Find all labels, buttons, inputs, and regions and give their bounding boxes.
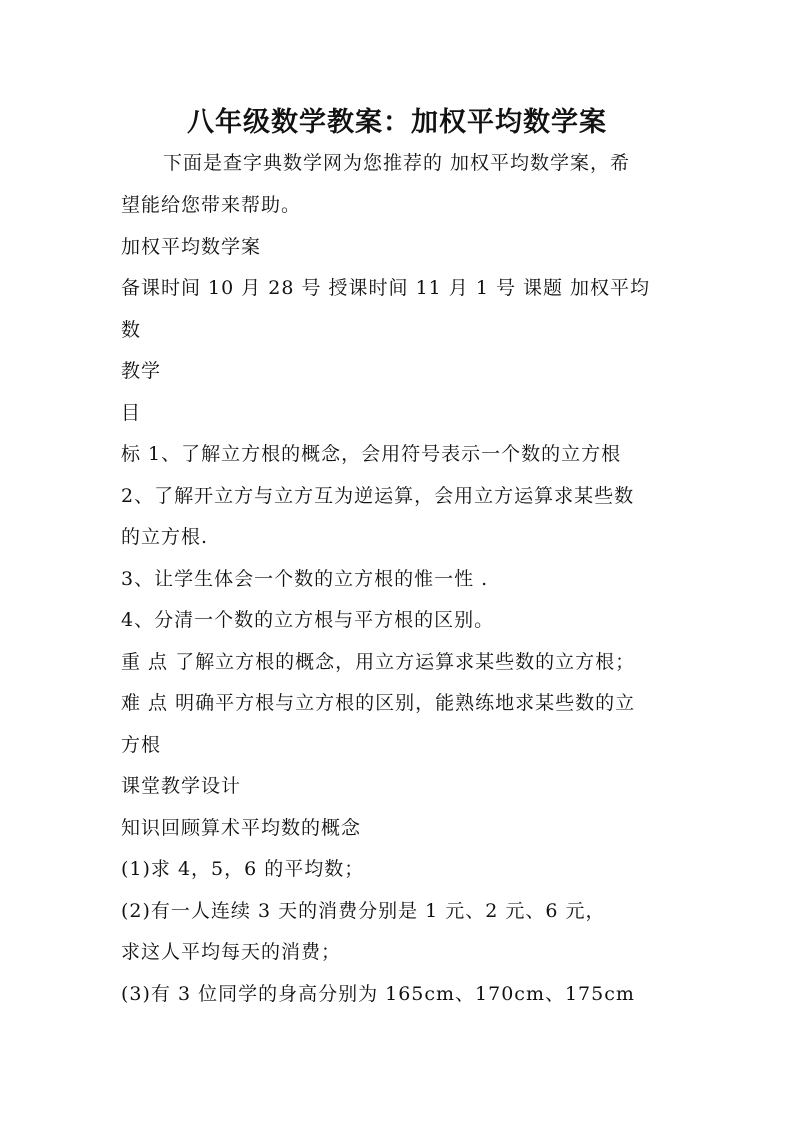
question-line: 求这人平均每天的消费； [121, 941, 342, 963]
paragraph-line: 下面是查字典数学网为您推荐的 加权平均数学案，希 [163, 152, 631, 174]
paragraph-line: 4、分清一个数的立方根与平方根的区别。 [121, 609, 495, 631]
paragraph-line: 望能给您带来帮助。 [121, 194, 302, 216]
paragraph-line: 方根 [121, 734, 162, 756]
paragraph-line: 教学 [121, 360, 162, 382]
paragraph-line: 加权平均数学案 [121, 236, 262, 258]
question-line: (1)求 4，5，6 的平均数； [121, 858, 365, 880]
section-heading: 课堂教学设计 [121, 775, 242, 797]
paragraph-line: 知识回顾算术平均数的概念 [121, 817, 362, 839]
paragraph-line: 的立方根. [121, 526, 209, 548]
paragraph-line: 重 点 了解立方根的概念，用立方运算求某些数的立方根； [121, 651, 636, 673]
paragraph-line: 目 [121, 402, 142, 424]
paragraph-line: 标 1、了解立方根的概念，会用符号表示一个数的立方根 [121, 443, 622, 465]
paragraph-line: 难 点 明确平方根与立方根的区别，能熟练地求某些数的立 [121, 692, 636, 714]
paragraph-line: 数 [121, 319, 142, 341]
paragraph-line: 2、了解开立方与立方互为逆运算，会用立方运算求某些数 [121, 485, 635, 507]
paragraph-line: 3、让学生体会一个数的立方根的惟一性 . [121, 568, 489, 590]
document-title: 八年级数学教案：加权平均数学案 [187, 107, 607, 138]
paragraph-line: 备课时间 10 月 28 号 授课时间 11 月 1 号 课题 加权平均 [121, 277, 651, 299]
question-line: (3)有 3 位同学的身高分别为 165cm、170cm、175cm [121, 983, 635, 1005]
question-line: (2)有一人连续 3 天的消费分别是 1 元、2 元、6 元， [121, 900, 606, 922]
